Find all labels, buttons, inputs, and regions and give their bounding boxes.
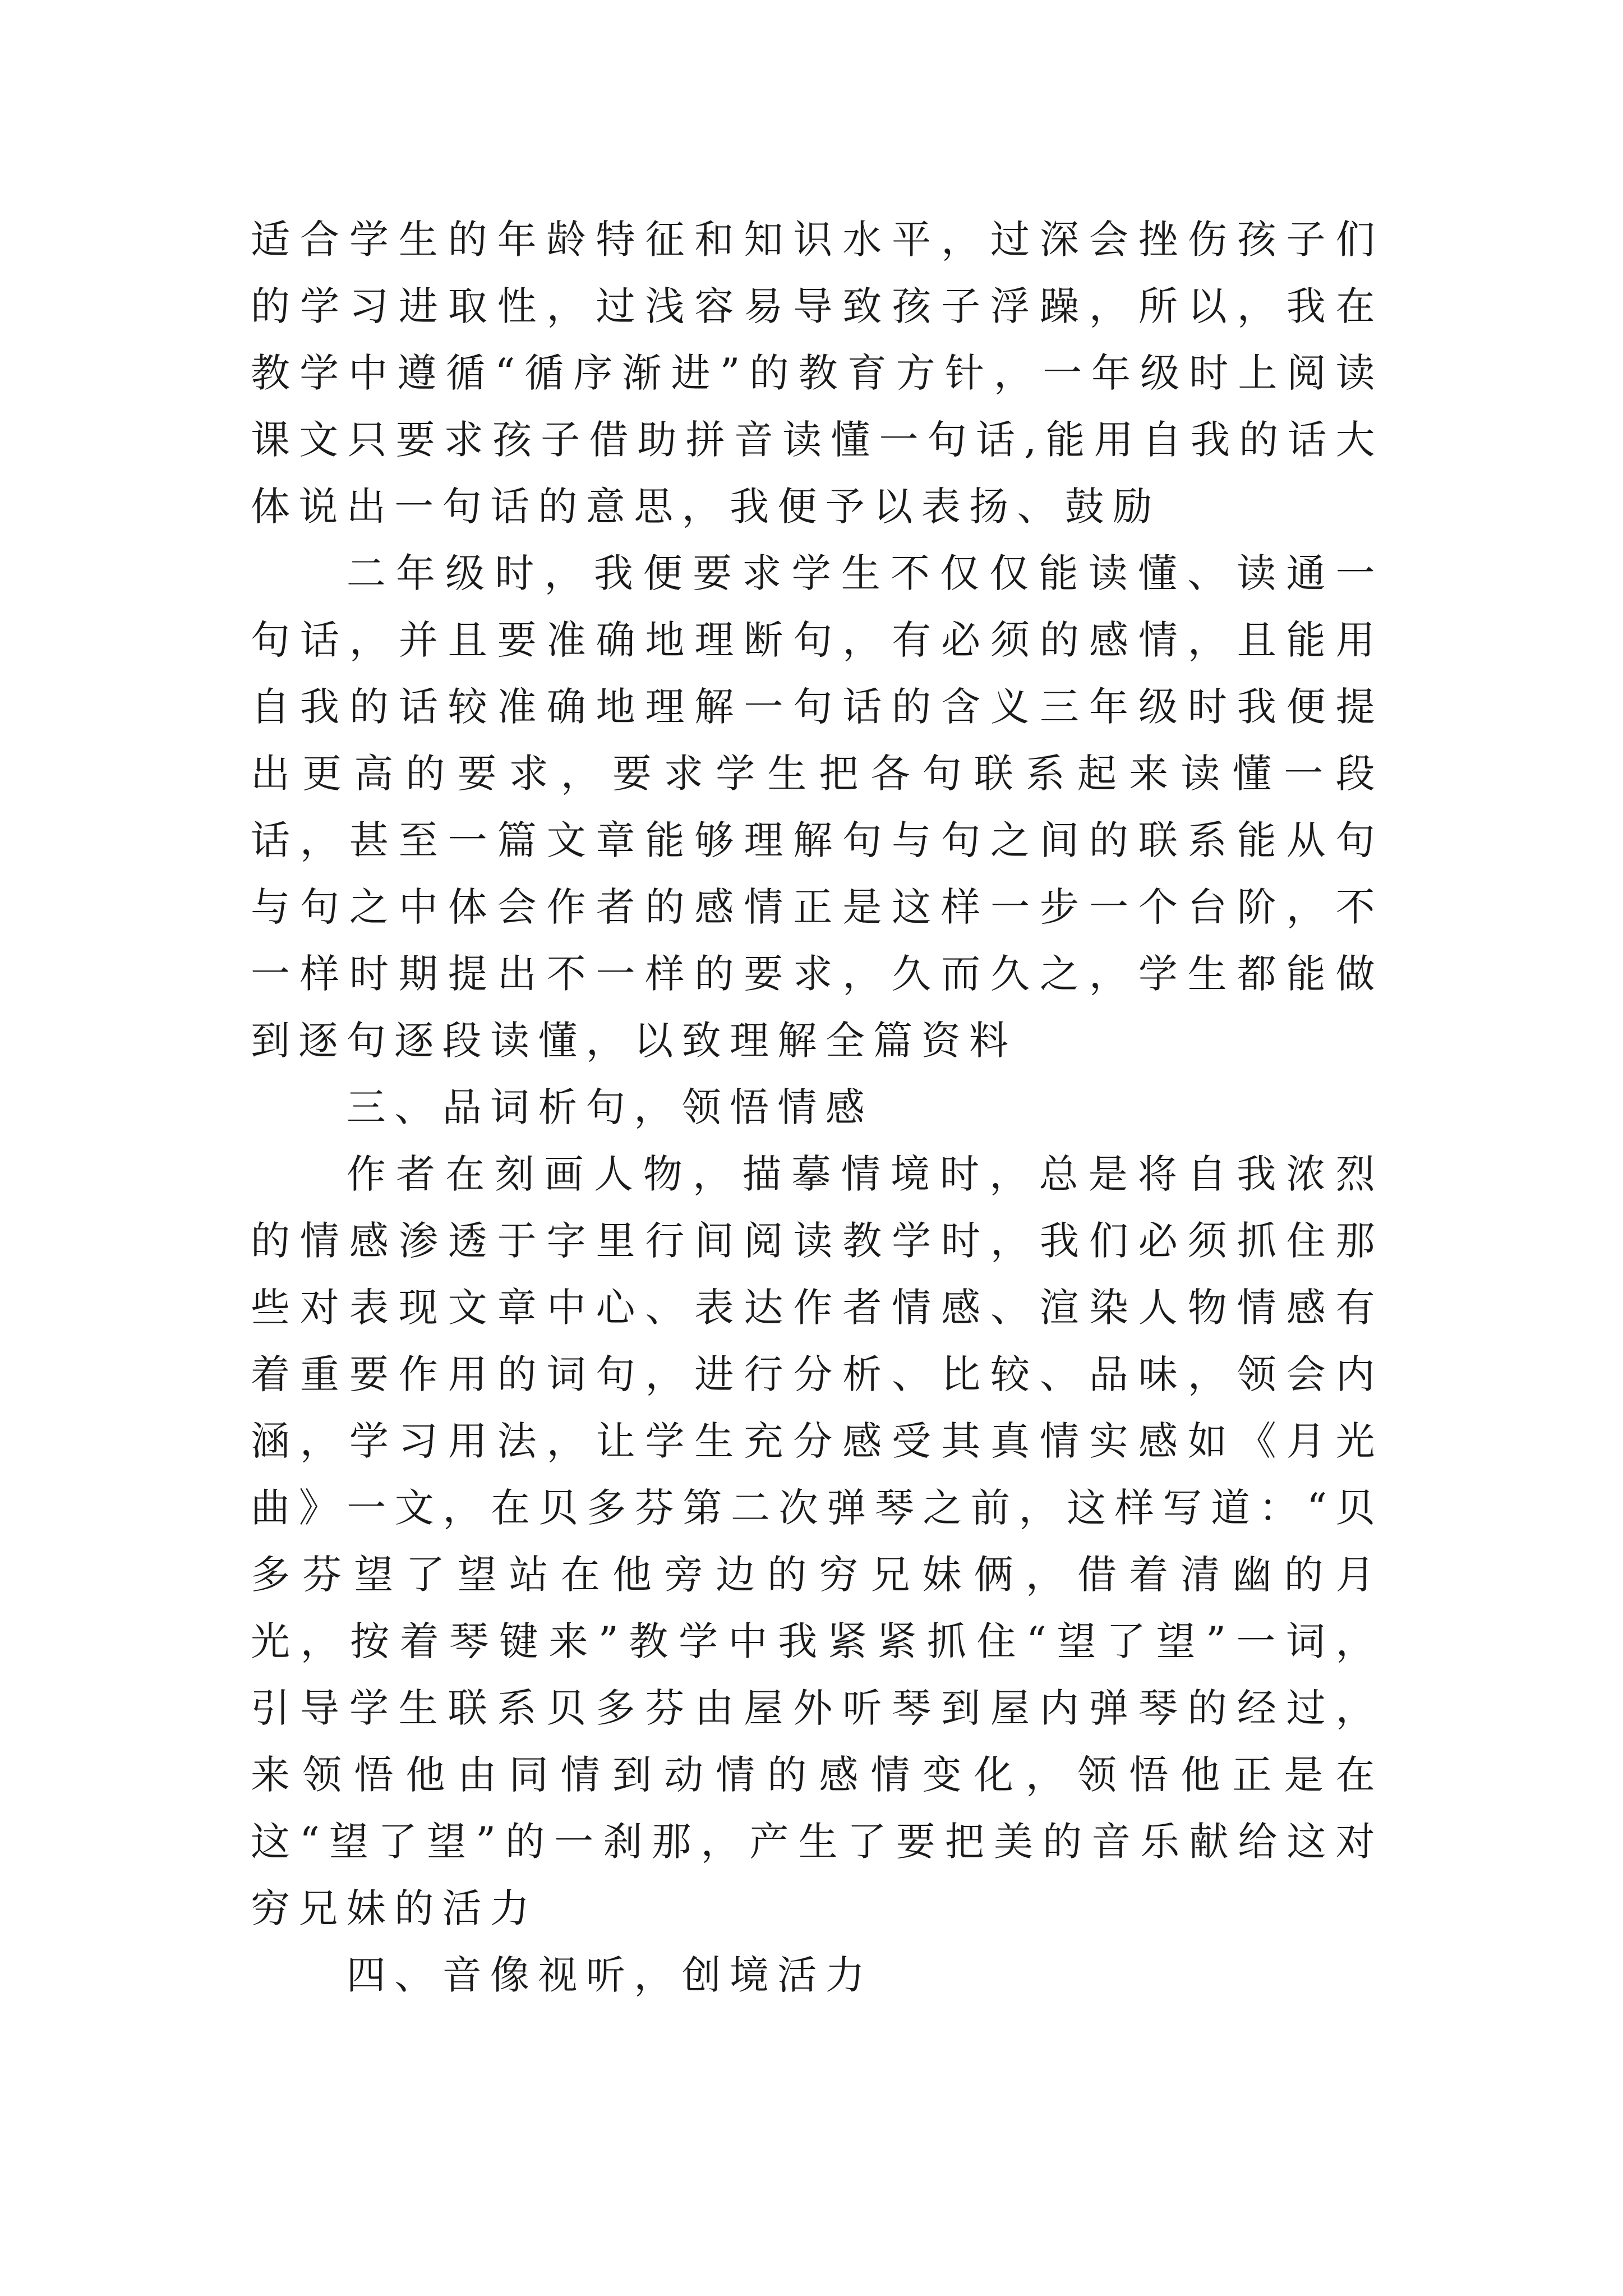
text-line: 作者在刻画人物，描摹情境时，总是将自我浓烈的情感	[251, 1151, 1384, 1264]
text-line: 渗透于字里行间阅读教学时，我们必须抓住那些对表现文章	[251, 1218, 1384, 1331]
section-heading-3	[251, 1074, 1384, 1141]
text-line: 四、音像视听，创境活力	[346, 1952, 874, 1998]
text-line: 确地理解一句话的含义三年级时我便提出更高的要求，要求	[251, 684, 1384, 797]
text-line: 着清幽的月光，按着琴键来”教学中我紧紧抓住“望了望”	[251, 1552, 1384, 1664]
text-line: 感受其真情实感如《月光曲》一文，在贝多芬第二次弹琴之	[251, 1418, 1384, 1531]
paragraph-1	[251, 206, 1384, 540]
text-line: 适合学生的年龄特征和知识水平，过深会挫伤孩子们的学习	[251, 217, 1384, 329]
text-line: 来领悟他由同情到动情的感情变化，领悟他正是在这“望了	[251, 1752, 1384, 1865]
text-line: 进行分析、比较、品味，领会内涵，学习用法，让学生充分	[251, 1351, 1384, 1464]
text-line: 学生都能做到逐句逐段读懂，以致理解全篇资料	[251, 951, 1384, 1064]
document-body	[251, 206, 1384, 2009]
text-line: 中心、表达作者情感、渲染人物情感有着重要作用的词句，	[251, 1285, 1384, 1397]
text-line: 我便予以表扬、鼓励	[730, 484, 1161, 530]
paragraph-2	[251, 540, 1384, 1074]
section-heading-4	[251, 1942, 1384, 2009]
paragraph-4	[251, 1141, 1384, 1942]
text-line: 进取性，过浅容易导致孩子浮躁，所以，我在教学中遵循	[251, 283, 1384, 396]
text-line: 并且要准确地理断句，有必须的感情，且能用自我的话较准	[251, 617, 1384, 730]
text-line: 一词，引导学生联系贝多芬由屋外听琴到屋内弹琴的经过，	[251, 1618, 1384, 1731]
text-line: 二年级时，我便要求学生不仅仅能读懂、读通一句话，	[251, 550, 1384, 663]
text-line: 望”的一刹那，产生了要把美的音乐献给这对穷兄妹的活力	[251, 1819, 1384, 1931]
text-line: 三、品词析句，领悟情感	[346, 1084, 874, 1130]
text-line: 前，这样写道：“贝多芬望了望站在他旁边的穷兄妹俩，借	[251, 1485, 1384, 1598]
text-line: “循序渐进”的教育方针，一年级时上阅读课文只要求孩子	[251, 350, 1384, 463]
text-line: 借助拼音读懂一句话,能用自我的话大体说出一句话的意思，	[251, 417, 1384, 530]
text-line: 一步一个台阶，不一样时期提出不一样的要求，久而久之，	[251, 884, 1384, 997]
text-line: 学生把各句联系起来读懂一段话，甚至一篇文章能够理解句	[251, 751, 1384, 863]
text-line: 与句之间的联系能从句与句之中体会作者的感情正是这样	[251, 817, 1384, 930]
